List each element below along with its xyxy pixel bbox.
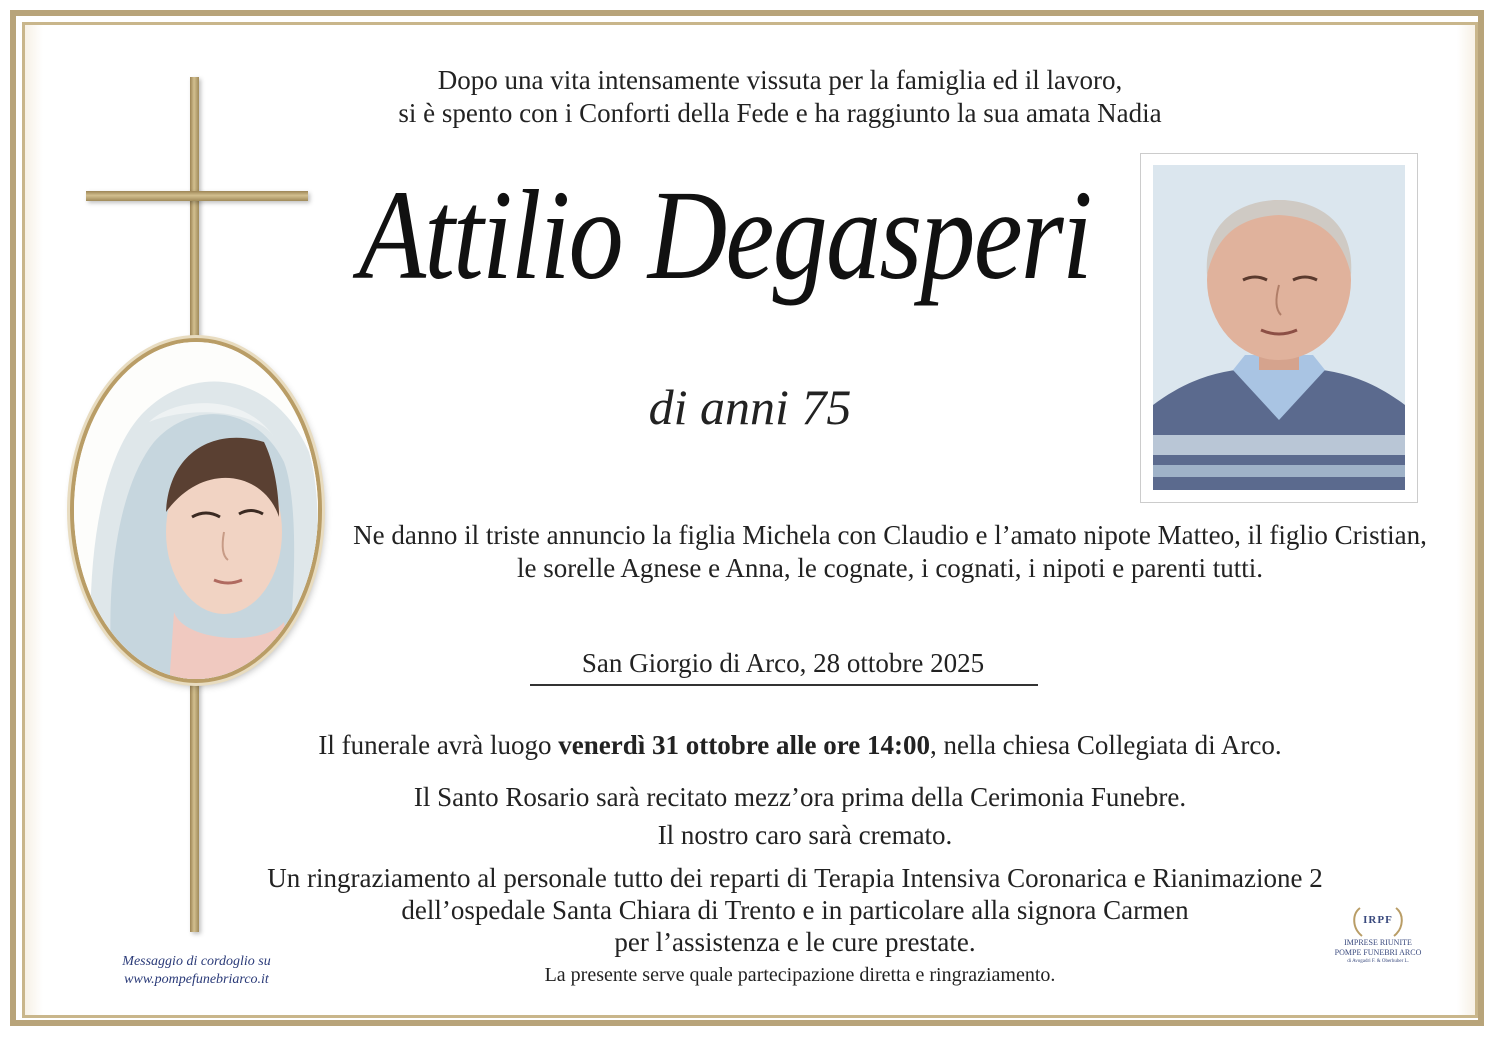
rosary-info: Il Santo Rosario sarà recitato mezz’ora prima della Cerimonia Funebre. [413,782,1187,812]
intro-line: si è spento con i Conforti della Fede e ha raggiunto la sua amata Nadia [398,98,1162,128]
announcement-text [300,519,1480,585]
deceased-name: Attilio Degasperi [358,164,1091,306]
logo-line: IMPRESE RIUNITE [1344,938,1412,947]
announcement-line: le sorelle Agnese e Anna, le cognate, i cognati, i nipoti e parenti tutti. [516,553,1264,583]
portrait-illustration [1153,165,1405,490]
logo-line: POMPE FUNEBRI ARCO [1334,948,1422,957]
logo-acronym: IRPF [1363,914,1393,926]
madonna-illustration [74,342,322,683]
announcement-line: Ne danno il triste annuncio la figlia Michela con Claudio e l’amato nipote Matteo, il figlio Cristian, [353,520,1427,550]
deceased-age: di anni 75 [648,379,852,435]
funeral-info [200,730,1400,761]
funeral-info-pre: Il funerale avrà luogo [318,730,559,760]
place-date-underline [530,684,1038,686]
thanks-line: Un ringraziamento al personale tutto dei reparti di Terapia Intensiva Coronarica e Rianimazione 2 [267,863,1323,893]
condolence-label: Messaggio di cordoglio su [122,954,271,969]
portrait-photo [1153,165,1405,490]
place-date: San Giorgio di Arco, 28 ottobre 2025 [581,648,985,678]
thanks-line: per l’assistenza e le cure prestate. [614,927,976,957]
madonna-image [70,338,322,683]
cremation-info: Il nostro caro sarà cremato. [657,820,953,850]
laurel-wreath-icon [1318,902,1438,942]
thanks-text [200,862,1390,958]
funeral-home-logo [1318,898,1438,984]
logo-owners: di Avogadri F. & Oberhuber L. [1347,959,1409,964]
funeral-info-post: , nella chiesa Collegiata di Arco. [929,730,1282,760]
participation-notice: La presente serve quale partecipazione diretta e ringraziamento. [544,964,1056,986]
intro-text [250,64,1310,130]
intro-line: Dopo una vita intensamente vissuta per la famiglia ed il lavoro, [437,65,1123,95]
condolence-website-link[interactable]: www.pompefunebriarco.it [124,972,269,987]
condolence-message [84,953,309,989]
funeral-date-time: venerdì 31 ottobre alle ore 14:00 [558,730,930,760]
thanks-line: dell’ospedale Santa Chiara di Trento e in particolare alla signora Carmen [401,895,1189,925]
cross-icon-horizontal-beam [86,191,308,201]
